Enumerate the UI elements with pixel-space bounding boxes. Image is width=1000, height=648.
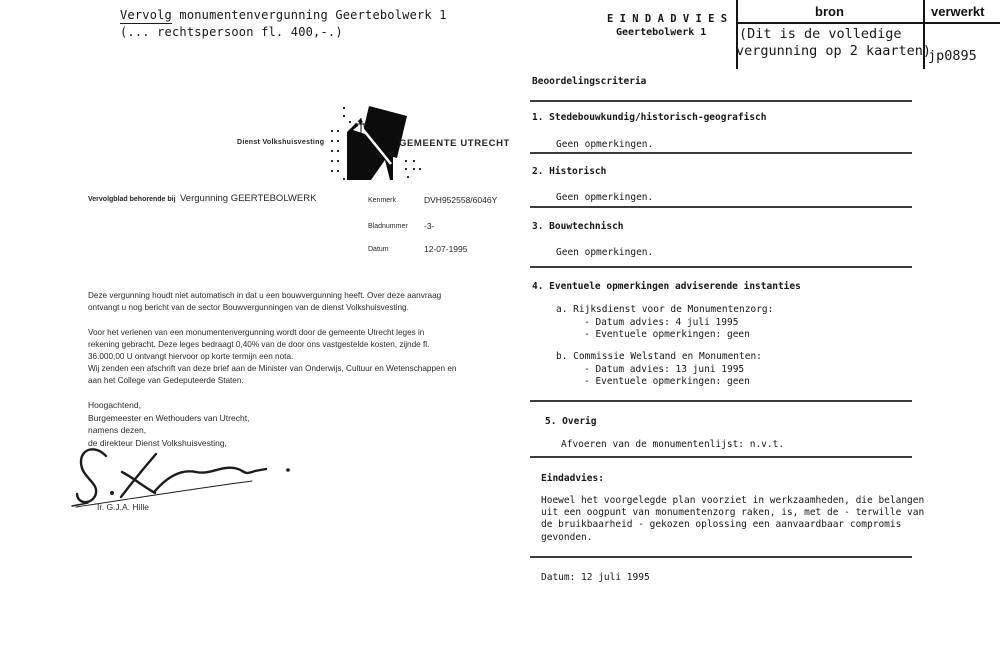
rule-3	[530, 206, 912, 208]
rule-6	[530, 456, 912, 458]
body-paragraph-1: Deze vergunning houdt niet automatisch in dat u een bouwvergunning heeft. Over deze aanvraag ontvangt u nog bericht van de sector Bouwvergunningen van de dienst Volkshuisvesting.	[88, 291, 442, 312]
verwerkt-code: jp0895	[928, 48, 977, 64]
section-3-body: Geen opmerkingen.	[556, 247, 654, 258]
eindadvies-title: E I N D A D V I E S	[607, 13, 728, 25]
advisory-b-title: b. Commissie Welstand en Monumenten:	[556, 351, 762, 362]
stamp-table-header-bron: bron	[815, 4, 844, 19]
left-header-line1	[120, 8, 447, 22]
gemeente-utrecht-label: GEMEENTE UTRECHT	[399, 138, 510, 149]
rule-5	[530, 400, 912, 402]
rule-4	[530, 266, 912, 268]
body-paragraph-3: Wij zenden een afschrift van deze brief aan de Minister van Onderwijs, Cultuur en Wetenschappen en aan het College van Gedeputeerde Staten.	[88, 364, 457, 385]
vervolgblad-label: Vervolgblad behorende bij	[88, 196, 176, 203]
eindadvies-heading: Eindadvies:	[541, 473, 604, 484]
section-3-heading: 3. Bouwtechnisch	[532, 221, 624, 232]
stamp-note-line2: vergunning op 2 kaarten)	[736, 43, 932, 59]
section-2-heading: 2. Historisch	[532, 166, 607, 177]
bladnummer-label: Bladnummer	[368, 223, 408, 230]
criteria-title: Beoordelingscriteria	[532, 76, 647, 87]
left-header-underlined-word: Vervolg	[120, 8, 172, 22]
bladnummer-value: -3-	[424, 221, 435, 231]
section-5-heading: 5. Overig	[545, 416, 597, 427]
kenmerk-label: Kenmerk	[368, 197, 397, 204]
kenmerk-value: DVH952558/6046Y	[424, 195, 498, 205]
datum-label: Datum	[368, 246, 389, 253]
advisory-a-title: a. Rijksdienst voor de Monumentenzorg:	[556, 304, 774, 315]
datum-value: 12-07-1995	[424, 244, 468, 254]
signer-name: Ir. G.J.A. Hille	[97, 502, 149, 512]
rule-7	[530, 556, 912, 558]
section-4-heading: 4. Eventuele opmerkingen adviserende instanties	[532, 281, 801, 292]
left-header-line1-rest: monumentenvergunning Geertebolwerk 1	[171, 8, 447, 22]
section-5-body: Afvoeren van de monumentenlijst: n.v.t.	[561, 439, 785, 450]
left-header-line2: (... rechtspersoon fl. 400,-.)	[120, 25, 343, 39]
dienst-volkshuisvesting-label: Dienst Volkshuisvesting	[237, 139, 325, 146]
section-2-body: Geen opmerkingen.	[556, 192, 654, 203]
stamp-table-header-verwerkt: verwerkt	[931, 4, 985, 19]
eindadvies-body: Hoewel het voorgelegde plan voorziet in werkzaamheden, die belangen uit een oogpunt van monumentenzorg raken, is, met de - terwille van de bruikbaarheid - gekozen oplossing een aanvaardbaar compromis gevonden.	[541, 495, 925, 543]
section-1-heading: 1. Stedebouwkundig/historisch-geografisch	[532, 112, 767, 123]
stamp-table-header-rule	[736, 22, 1000, 24]
rule-1	[530, 100, 912, 102]
body-paragraph-2: Voor het verlenen van een monumentenvergunning wordt door de gemeente Utrecht leges in rekening gebracht. Deze leges bedraagt 0,40% van de door ons vastgestelde kosten, zijnde fl. 36.000,00 U ontvangt hiervoor op korte termijn een nota.	[88, 328, 430, 361]
vergunning-value: Vergunning GEERTEBOLWERK	[180, 193, 317, 204]
advisory-b-lines: - Datum advies: 13 juni 1995 - Eventuele opmerkingen: geen	[584, 364, 750, 388]
rule-2	[530, 152, 912, 154]
eindadvies-subtitle: Geertebolwerk 1	[616, 27, 707, 38]
stamp-note-line1: (Dit is de volledige	[739, 26, 902, 42]
closing-block: Hoogachtend, Burgemeester en Wethouders van Utrecht, namens dezen, de direkteur Dienst Volkshuisvesting,	[88, 400, 250, 448]
eindadvies-datum: Datum: 12 juli 1995	[541, 572, 650, 583]
section-1-body: Geen opmerkingen.	[556, 139, 654, 150]
advisory-a-lines: - Datum advies: 4 juli 1995 - Eventuele opmerkingen: geen	[584, 317, 750, 341]
